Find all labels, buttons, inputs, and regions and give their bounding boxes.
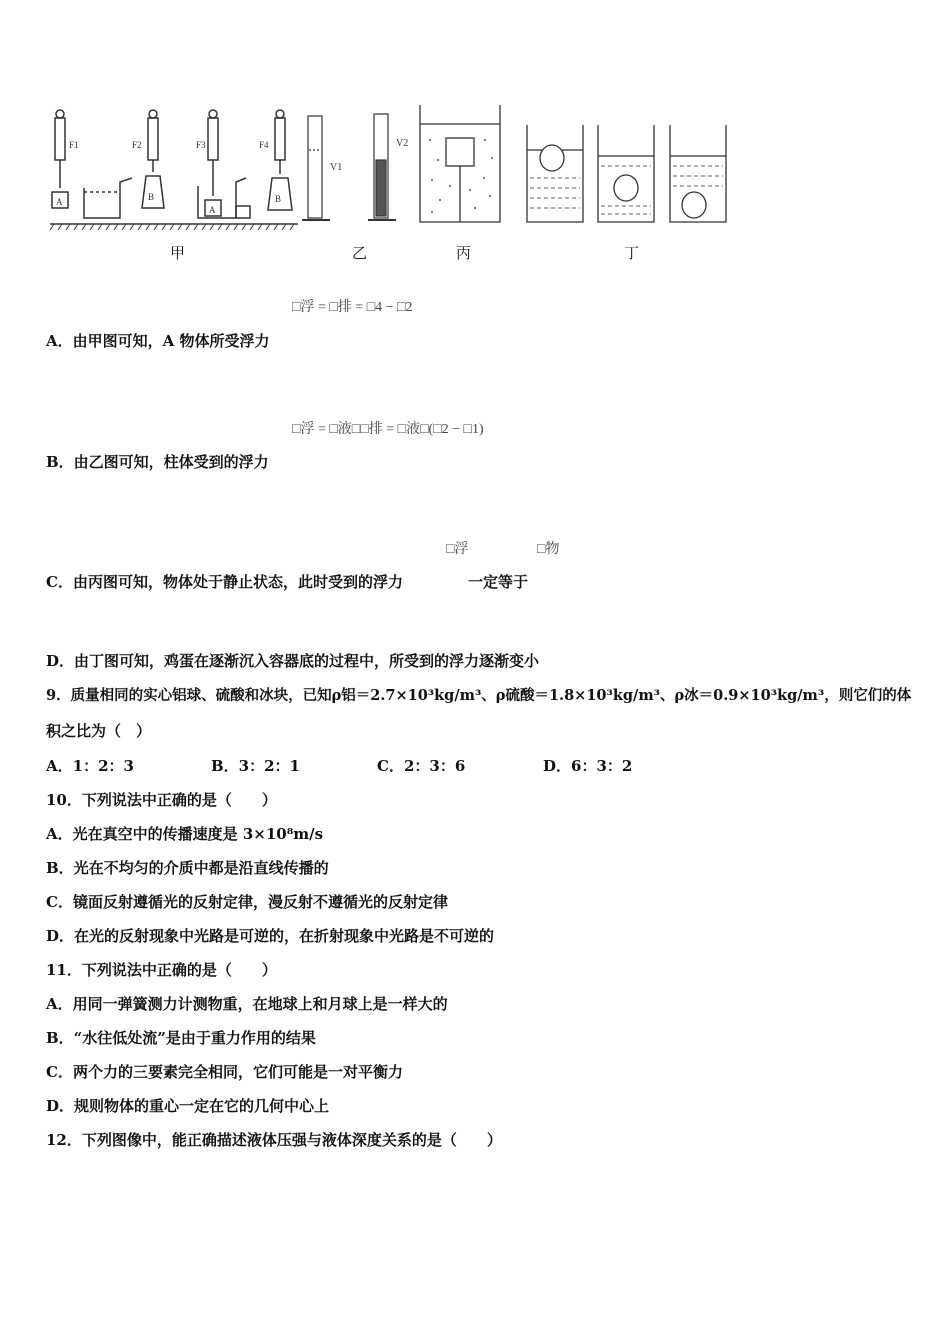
q8-option-c: C．由丙图可知，物体处于静止状态，此时受到的浮力 [46,573,403,591]
figure-bing-dots [429,139,493,213]
q11-option-d[interactable]: D．规则物体的重心一定在它的几何中心上 [46,1097,330,1115]
q11-option-a[interactable]: A．用同一弹簧测力计测物重，在地球上和月球上是一样大的 [46,995,448,1013]
figure-label-yi: 乙 [352,244,368,262]
block-label-b: B [148,192,155,202]
q8-option-d: D．由丁图可知，鸡蛋在逐渐沉入容器底的过程中，所受到的浮力逐渐变小 [46,652,540,670]
q8-option-b: B．由乙图可知，柱体受到的浮力 [46,453,269,471]
q12-stem: 12．下列图像中，能正确描述液体压强与液体深度关系的是（ ） [46,1131,502,1149]
formula-c-left: □浮 [446,542,469,557]
spring-label-f2: F2 [132,140,142,150]
q8-option-a: A．由甲图可知，A 物体所受浮力 [46,332,270,350]
q10-option-d[interactable]: D．在光的反射现象中光路是可逆的，在折射现象中光路是不可逆的 [46,927,495,945]
q9-stem-line2: 积之比为（ ） [46,722,152,740]
q11-option-b[interactable]: B．“水往低处流”是由于重力作用的结果 [46,1029,316,1047]
block-label-b2: B [275,194,282,204]
q9-option-a[interactable]: A．1：2：3 [46,757,134,775]
cylinder-label-v2: V2 [396,138,409,149]
q10-stem: 10．下列说法中正确的是（ ） [46,791,277,809]
figure-label-jia: 甲 [170,244,186,262]
formula-b: □浮 = □液□□排 = □液□(□2 − □1) [292,422,484,437]
q11-option-c[interactable]: C．两个力的三要素完全相同，它们可能是一对平衡力 [46,1063,403,1081]
figure-ding [527,125,726,222]
q9-option-d[interactable]: D．6：3：2 [543,757,633,775]
q11-stem: 11．下列说法中正确的是（ ） [46,961,277,979]
formula-c-right: □物 [537,542,560,557]
figure-label-bing: 丙 [456,244,472,262]
figure-jia [50,110,298,230]
q10-option-a[interactable]: A．光在真空中的传播速度是 3×10⁸m/s [46,825,324,843]
q8-option-c-tail: 一定等于 [468,573,529,591]
q9-option-b[interactable]: B．3：2：1 [211,757,300,775]
buoyancy-figure [40,100,740,235]
q10-option-c[interactable]: C．镜面反射遵循光的反射定律，漫反射不遵循光的反射定律 [46,893,448,911]
block-label-a2: A [209,205,216,215]
cylinder-label-v1: V1 [330,162,343,173]
q9-option-c[interactable]: C．2：3：6 [377,757,466,775]
spring-label-f3: F3 [196,140,206,150]
spring-label-f4: F4 [259,140,269,150]
figure-bing [420,105,500,222]
block-label-a: A [56,197,63,207]
figure-label-ding: 丁 [624,244,640,262]
figure-yi [302,114,396,220]
formula-a: □浮 = □排 = □4 − □2 [292,300,413,315]
spring-label-f1: F1 [69,140,79,150]
q10-option-b[interactable]: B．光在不均匀的介质中都是沿直线传播的 [46,859,329,877]
q9-stem-line1: 9．质量相同的实心铝球、硫酸和冰块，已知ρ铝＝2.7×10³kg/m³、ρ硫酸＝1.8×10³kg/m³、ρ冰＝0.9×10³kg/m³，则它们的体 [46,687,912,704]
